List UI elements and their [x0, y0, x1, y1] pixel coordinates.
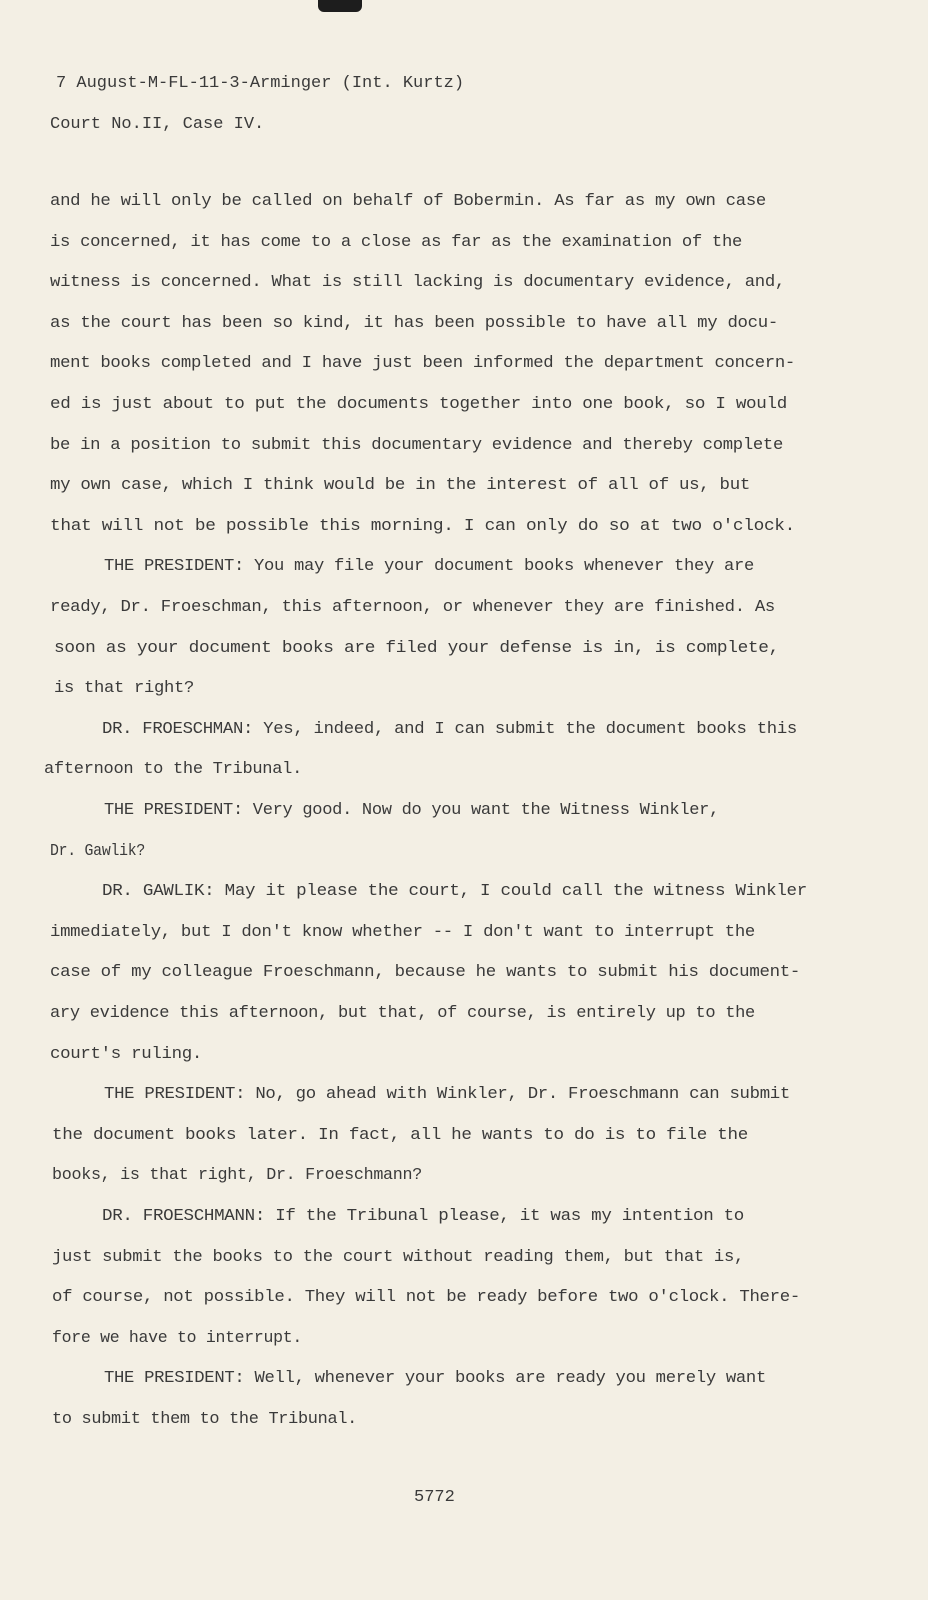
transcript-line: is that right?: [54, 679, 194, 699]
transcript-line: afternoon to the Tribunal.: [44, 760, 302, 780]
transcript-line: court's ruling.: [50, 1044, 202, 1064]
transcript-line: to submit them to the Tribunal.: [52, 1410, 357, 1429]
transcript-line: ment books completed and I have just been informed the department concern-: [50, 354, 795, 374]
transcript-line: THE PRESIDENT: Very good. Now do you want the Witness Winkler,: [104, 801, 719, 820]
transcript-line: ed is just about to put the documents together into one book, so I would: [50, 395, 787, 414]
transcript-line: be in a position to submit this documentary evidence and thereby complete: [50, 435, 783, 455]
transcript-line: just submit the books to the court without reading them, but that is,: [52, 1247, 744, 1267]
transcript-line: books, is that right, Dr. Froeschmann?: [52, 1166, 422, 1186]
transcript-line: THE PRESIDENT: Well, whenever your books are ready you merely want: [104, 1369, 766, 1389]
transcript-line: fore we have to interrupt.: [52, 1328, 302, 1348]
transcript-line: and he will only be called on behalf of Bobermin. As far as my own case: [50, 192, 766, 211]
transcript-line: THE PRESIDENT: You may file your document books whenever they are: [104, 557, 754, 577]
transcript-line: soon as your document books are filed your defense is in, is complete,: [54, 638, 779, 658]
transcript-line: Dr. Gawlik?: [50, 841, 145, 861]
transcript-line: the document books later. In fact, all he wants to do is to file the: [52, 1125, 748, 1145]
page-number: 5772: [414, 1488, 455, 1507]
transcript-line: my own case, which I think would be in the interest of all of us, but: [50, 476, 750, 496]
transcript-line: case of my colleague Froeschmann, because he wants to submit his document-: [50, 963, 800, 983]
transcript-line: DR. GAWLIK: May it please the court, I could call the witness Winkler: [102, 882, 807, 902]
transcript-line: THE PRESIDENT: No, go ahead with Winkler, Dr. Froeschmann can submit: [104, 1085, 791, 1105]
transcript-line: ready, Dr. Froeschman, this afternoon, or whenever they are finished. As: [50, 598, 775, 617]
transcript-line: DR. FROESCHMAN: Yes, indeed, and I can submit the document books this: [102, 719, 797, 739]
transcript-line: immediately, but I don't know whether -- I don't want to interrupt the: [50, 922, 755, 942]
transcript-line: is concerned, it has come to a close as far as the examination of the: [50, 232, 742, 252]
transcript-line: that will not be possible this morning. I can only do so at two o'clock.: [50, 516, 795, 536]
transcript-line: witness is concerned. What is still lacking is documentary evidence, and,: [50, 273, 785, 293]
transcript-line: as the court has been so kind, it has been possible to have all my docu-: [50, 313, 778, 333]
binder-tab: [318, 0, 362, 12]
transcript-line: of course, not possible. They will not be ready before two o'clock. There-: [52, 1288, 800, 1308]
transcript-line: DR. FROESCHMANN: If the Tribunal please, it was my intention to: [102, 1207, 744, 1226]
header-line-2: Court No.II, Case IV.: [50, 115, 265, 134]
header-line-1: 7 August-M-FL-11-3-Arminger (Int. Kurtz): [56, 74, 465, 93]
transcript-line: ary evidence this afternoon, but that, of course, is entirely up to the: [50, 1004, 755, 1023]
